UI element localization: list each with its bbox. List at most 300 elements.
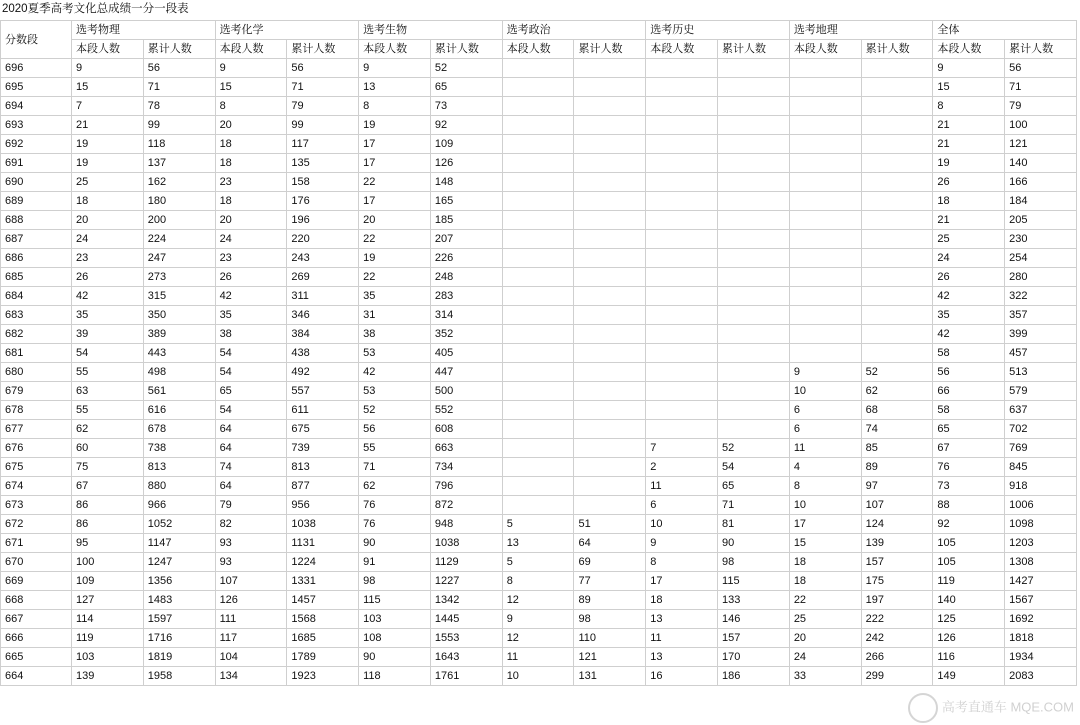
count-cell [502,306,574,325]
count-cell: 500 [430,382,502,401]
sub-header-cumulative-count: 累计人数 [574,40,646,59]
count-cell: 55 [72,401,144,420]
count-cell: 24 [215,230,287,249]
count-cell: 118 [143,135,215,154]
count-cell: 75 [72,458,144,477]
count-cell: 185 [430,211,502,230]
count-cell: 352 [430,325,502,344]
count-cell: 1331 [287,572,359,591]
count-cell [502,401,574,420]
count-cell [646,135,718,154]
count-cell: 117 [215,629,287,648]
count-cell: 19 [359,249,431,268]
count-cell: 53 [359,344,431,363]
count-cell [646,154,718,173]
score-cell: 665 [1,648,72,667]
count-cell: 158 [287,173,359,192]
count-cell [574,268,646,287]
count-cell [718,325,790,344]
count-cell: 19 [72,135,144,154]
count-cell [646,382,718,401]
sub-header-cumulative-count: 累计人数 [143,40,215,59]
count-cell: 62 [359,477,431,496]
count-cell: 579 [1005,382,1077,401]
count-cell: 56 [287,59,359,78]
count-cell: 71 [359,458,431,477]
count-cell [789,249,861,268]
count-cell: 93 [215,534,287,553]
table-row [1,667,1077,686]
count-cell: 91 [359,553,431,572]
table-row [1,173,1077,192]
count-cell: 5 [502,515,574,534]
count-cell: 769 [1005,439,1077,458]
count-cell: 18 [215,135,287,154]
count-cell: 131 [574,667,646,686]
count-cell: 55 [72,363,144,382]
count-cell: 18 [789,572,861,591]
count-cell [646,173,718,192]
count-cell [861,306,933,325]
count-cell: 9 [789,363,861,382]
count-cell: 68 [861,401,933,420]
count-cell [574,192,646,211]
count-cell [502,249,574,268]
score-cell: 673 [1,496,72,515]
count-cell: 6 [646,496,718,515]
count-cell: 637 [1005,401,1077,420]
count-cell: 405 [430,344,502,363]
count-cell: 8 [933,97,1005,116]
count-cell: 9 [502,610,574,629]
table-row [1,648,1077,667]
count-cell: 126 [430,154,502,173]
count-cell: 66 [933,382,1005,401]
table-row [1,515,1077,534]
sub-header-segment-count: 本段人数 [789,40,861,59]
count-cell [502,363,574,382]
count-cell [574,306,646,325]
count-cell: 31 [359,306,431,325]
score-column-header: 分数段 [1,21,72,59]
count-cell: 148 [430,173,502,192]
count-cell: 90 [359,534,431,553]
count-cell: 90 [359,648,431,667]
count-cell: 10 [789,382,861,401]
count-cell: 739 [287,439,359,458]
count-cell: 4 [789,458,861,477]
count-cell [646,249,718,268]
group-header-all: 全体 [933,21,1077,40]
count-cell: 118 [359,667,431,686]
count-cell: 56 [143,59,215,78]
count-cell: 242 [861,629,933,648]
count-cell [502,135,574,154]
count-cell: 17 [359,154,431,173]
count-cell: 1006 [1005,496,1077,515]
count-cell: 92 [430,116,502,135]
count-cell: 13 [646,610,718,629]
count-cell [789,287,861,306]
count-cell: 20 [72,211,144,230]
count-cell: 1098 [1005,515,1077,534]
count-cell: 10 [789,496,861,515]
watermark-text: 高考直通车 MQE.COM [941,699,1074,715]
count-cell [861,268,933,287]
count-cell [789,173,861,192]
count-cell: 79 [215,496,287,515]
count-cell [718,363,790,382]
count-cell: 438 [287,344,359,363]
count-cell: 98 [718,553,790,572]
count-cell: 35 [215,306,287,325]
count-cell: 18 [215,154,287,173]
sub-header-cumulative-count: 累计人数 [1005,40,1077,59]
count-cell: 99 [143,116,215,135]
count-cell [502,116,574,135]
score-cell: 696 [1,59,72,78]
count-cell [789,268,861,287]
count-cell: 71 [718,496,790,515]
count-cell [861,59,933,78]
count-cell: 15 [215,78,287,97]
count-cell: 552 [430,401,502,420]
count-cell: 15 [789,534,861,553]
score-cell: 679 [1,382,72,401]
score-cell: 674 [1,477,72,496]
count-cell: 280 [1005,268,1077,287]
count-cell: 53 [359,382,431,401]
count-cell: 35 [72,306,144,325]
count-cell [646,401,718,420]
count-cell: 79 [1005,97,1077,116]
sub-header-segment-count: 本段人数 [646,40,718,59]
count-cell: 176 [287,192,359,211]
count-cell: 97 [861,477,933,496]
count-cell: 25 [933,230,1005,249]
count-cell: 21 [72,116,144,135]
count-cell: 322 [1005,287,1077,306]
count-cell: 20 [789,629,861,648]
count-cell: 196 [287,211,359,230]
count-cell: 54 [215,401,287,420]
count-cell: 78 [143,97,215,116]
count-cell [718,173,790,192]
count-cell: 22 [789,591,861,610]
count-cell: 35 [359,287,431,306]
count-cell: 2083 [1005,667,1077,686]
count-cell: 17 [359,135,431,154]
count-cell [574,249,646,268]
count-cell: 140 [933,591,1005,610]
count-cell [502,154,574,173]
count-cell: 17 [789,515,861,534]
count-cell: 447 [430,363,502,382]
table-row [1,439,1077,458]
sub-header-segment-count: 本段人数 [933,40,1005,59]
score-cell: 672 [1,515,72,534]
count-cell: 678 [143,420,215,439]
count-cell [502,230,574,249]
table-row [1,97,1077,116]
count-cell [574,401,646,420]
count-cell: 76 [359,515,431,534]
count-cell: 74 [861,420,933,439]
score-cell: 678 [1,401,72,420]
count-cell [574,116,646,135]
count-cell [574,477,646,496]
count-cell: 1227 [430,572,502,591]
score-cell: 692 [1,135,72,154]
count-cell: 1934 [1005,648,1077,667]
count-cell: 108 [359,629,431,648]
count-cell [718,211,790,230]
score-cell: 680 [1,363,72,382]
count-cell: 21 [933,211,1005,230]
score-cell: 686 [1,249,72,268]
count-cell: 71 [143,78,215,97]
table-row [1,78,1077,97]
count-cell: 180 [143,192,215,211]
count-cell [574,458,646,477]
count-cell: 19 [72,154,144,173]
count-cell: 175 [861,572,933,591]
count-cell [718,59,790,78]
count-cell: 8 [215,97,287,116]
count-cell: 1958 [143,667,215,686]
count-cell: 63 [72,382,144,401]
sub-header-cumulative-count: 累计人数 [287,40,359,59]
sub-header-cumulative-count: 累计人数 [430,40,502,59]
count-cell: 54 [215,363,287,382]
table-row [1,591,1077,610]
count-cell: 1819 [143,648,215,667]
count-cell [646,78,718,97]
group-header-physics: 选考物理 [72,21,216,40]
count-cell: 62 [861,382,933,401]
count-cell: 346 [287,306,359,325]
count-cell: 88 [933,496,1005,515]
table-row [1,306,1077,325]
count-cell [861,325,933,344]
count-cell: 956 [287,496,359,515]
count-cell: 54 [718,458,790,477]
count-cell: 226 [430,249,502,268]
table-row [1,249,1077,268]
count-cell [646,287,718,306]
count-cell: 513 [1005,363,1077,382]
sub-header-segment-count: 本段人数 [502,40,574,59]
score-cell: 677 [1,420,72,439]
count-cell: 15 [72,78,144,97]
count-cell [574,496,646,515]
count-cell [646,59,718,78]
count-cell: 52 [861,363,933,382]
table-row [1,135,1077,154]
count-cell [646,211,718,230]
count-cell [574,135,646,154]
count-cell: 38 [359,325,431,344]
count-cell [718,382,790,401]
table-row [1,534,1077,553]
count-cell: 89 [861,458,933,477]
table-row [1,458,1077,477]
count-cell: 13 [646,648,718,667]
header-row-sub [1,40,1077,59]
header-row-groups [1,21,1077,40]
count-cell: 95 [72,534,144,553]
count-cell: 109 [72,572,144,591]
count-cell [718,306,790,325]
count-cell: 121 [574,648,646,667]
count-cell: 10 [502,667,574,686]
count-cell: 86 [72,515,144,534]
count-cell: 107 [861,496,933,515]
count-cell: 62 [72,420,144,439]
count-cell: 1247 [143,553,215,572]
count-cell: 86 [72,496,144,515]
count-cell: 21 [933,116,1005,135]
count-cell: 58 [933,401,1005,420]
count-cell: 7 [646,439,718,458]
count-cell: 16 [646,667,718,686]
count-cell: 8 [789,477,861,496]
count-cell: 65 [215,382,287,401]
count-cell: 702 [1005,420,1077,439]
table-row [1,287,1077,306]
count-cell: 103 [72,648,144,667]
count-cell [718,420,790,439]
count-cell [502,287,574,306]
table-row [1,629,1077,648]
count-cell: 71 [287,78,359,97]
count-cell: 1643 [430,648,502,667]
count-cell: 20 [215,211,287,230]
count-cell: 115 [718,572,790,591]
count-cell: 230 [1005,230,1077,249]
count-cell [646,268,718,287]
table-row [1,344,1077,363]
count-cell [646,192,718,211]
count-cell: 134 [215,667,287,686]
count-cell: 24 [789,648,861,667]
count-cell: 52 [359,401,431,420]
count-cell: 8 [646,553,718,572]
count-cell: 1567 [1005,591,1077,610]
count-cell [789,135,861,154]
count-cell: 124 [861,515,933,534]
count-cell [574,325,646,344]
count-cell [718,344,790,363]
count-cell: 399 [1005,325,1077,344]
count-cell [646,420,718,439]
count-cell: 103 [359,610,431,629]
sub-header-segment-count: 本段人数 [215,40,287,59]
count-cell: 64 [215,439,287,458]
count-cell: 55 [359,439,431,458]
count-cell: 18 [933,192,1005,211]
count-cell [574,363,646,382]
count-cell: 140 [1005,154,1077,173]
count-cell: 110 [574,629,646,648]
count-cell: 20 [215,116,287,135]
group-header-politics: 选考政治 [502,21,646,40]
count-cell: 266 [861,648,933,667]
count-cell [718,230,790,249]
count-cell: 26 [933,173,1005,192]
count-cell: 9 [646,534,718,553]
count-cell: 119 [72,629,144,648]
count-cell: 315 [143,287,215,306]
sub-header-cumulative-count: 累计人数 [718,40,790,59]
count-cell: 299 [861,667,933,686]
table-row [1,192,1077,211]
count-cell: 1147 [143,534,215,553]
count-cell: 1203 [1005,534,1077,553]
sub-header-segment-count: 本段人数 [72,40,144,59]
count-cell: 384 [287,325,359,344]
count-cell: 18 [789,553,861,572]
count-cell [502,420,574,439]
count-cell: 67 [933,439,1005,458]
count-cell [574,382,646,401]
count-cell: 880 [143,477,215,496]
count-cell: 18 [72,192,144,211]
count-cell [718,249,790,268]
count-cell: 1789 [287,648,359,667]
score-cell: 668 [1,591,72,610]
count-cell: 12 [502,591,574,610]
count-cell: 56 [933,363,1005,382]
count-cell: 42 [933,287,1005,306]
score-cell: 693 [1,116,72,135]
count-cell: 99 [287,116,359,135]
count-cell: 20 [359,211,431,230]
count-cell [502,325,574,344]
count-cell: 51 [574,515,646,534]
count-cell: 64 [574,534,646,553]
count-cell [718,192,790,211]
count-cell: 608 [430,420,502,439]
count-cell: 100 [1005,116,1077,135]
count-cell: 1308 [1005,553,1077,572]
count-cell: 56 [359,420,431,439]
count-cell: 24 [72,230,144,249]
count-cell [502,78,574,97]
count-cell: 813 [287,458,359,477]
count-cell [789,116,861,135]
count-cell: 1761 [430,667,502,686]
score-cell: 681 [1,344,72,363]
count-cell: 146 [718,610,790,629]
count-cell: 1038 [287,515,359,534]
count-cell: 67 [72,477,144,496]
watermark-logo [908,693,1074,723]
count-cell: 90 [718,534,790,553]
count-cell [646,344,718,363]
group-header-chemistry: 选考化学 [215,21,359,40]
sub-header-cumulative-count: 累计人数 [861,40,933,59]
count-cell [502,97,574,116]
count-cell [718,268,790,287]
count-cell: 93 [215,553,287,572]
count-cell [789,230,861,249]
count-cell: 25 [72,173,144,192]
count-cell: 23 [72,249,144,268]
count-cell [718,287,790,306]
count-cell: 24 [933,249,1005,268]
count-cell: 21 [933,135,1005,154]
